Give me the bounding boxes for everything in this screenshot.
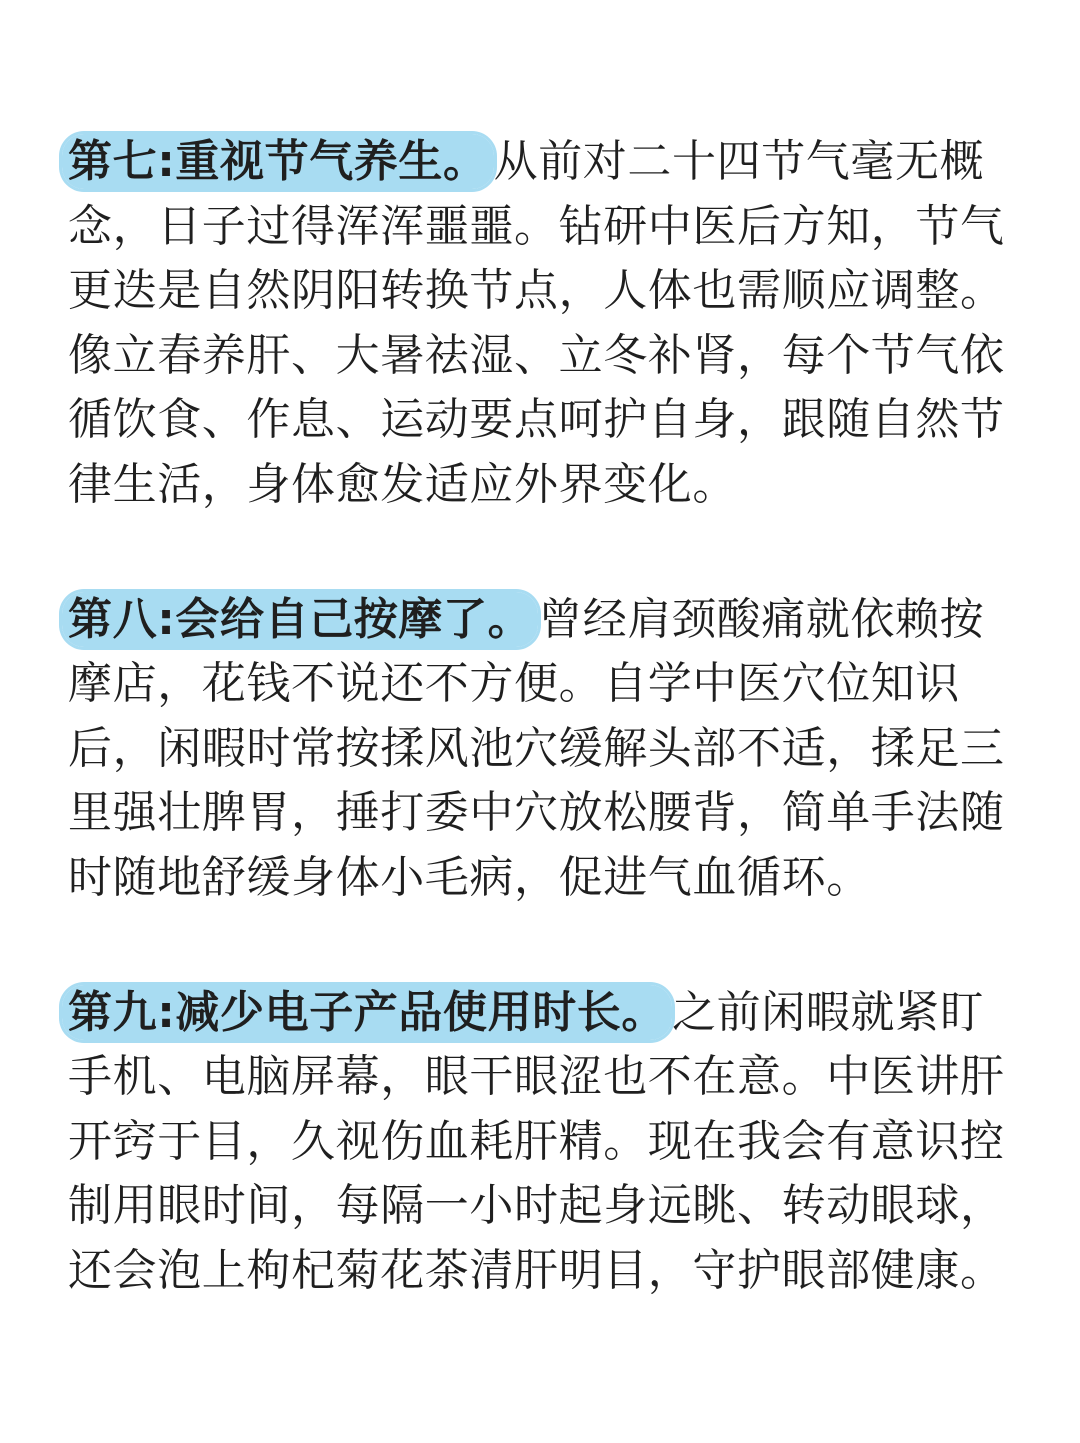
section-7-text: 从前对二十四节气毫无概念，日子过得浑浑噩噩。钻研中医后方知，节气更迭是自然阴阳转换节点，人体也需顺应调整。像立春养肝、大暑祛湿、立冬补肾，每个节气依循饮食、作息、运动要点呵护自身，跟随自然节律生活，身体愈发适应外界变化。 [68, 136, 1005, 510]
section-8 [68, 588, 1023, 911]
section-9-text: 之前闲暇就紧盯手机、电脑屏幕，眼干眼涩也不在意。中医讲肝开窍于目，久视伤血耗肝精。现在我会有意识控制用眼时间，每隔一小时起身远眺、转动眼球，还会泡上枸杞菊花茶清肝明目，守护眼部健康。 [68, 986, 1005, 1296]
section-9 [68, 981, 1023, 1304]
section-8-text: 曾经肩颈酸痛就依赖按摩店，花钱不说还不方便。自学中医穴位知识后，闲暇时常按揉风池穴缓解头部不适，揉足三里强壮脾胃，捶打委中穴放松腰背，简单手法随时随地舒缓身体小毛病，促进气血循环。 [68, 593, 1005, 903]
article-body [68, 130, 1023, 1304]
section-8-heading: 第八:会给自己按摩了。 [62, 592, 538, 647]
section-9-heading: 第九:减少电子产品使用时长。 [62, 985, 672, 1040]
section-7 [68, 130, 1023, 518]
section-7-heading: 第七:重视节气养生。 [62, 134, 494, 189]
